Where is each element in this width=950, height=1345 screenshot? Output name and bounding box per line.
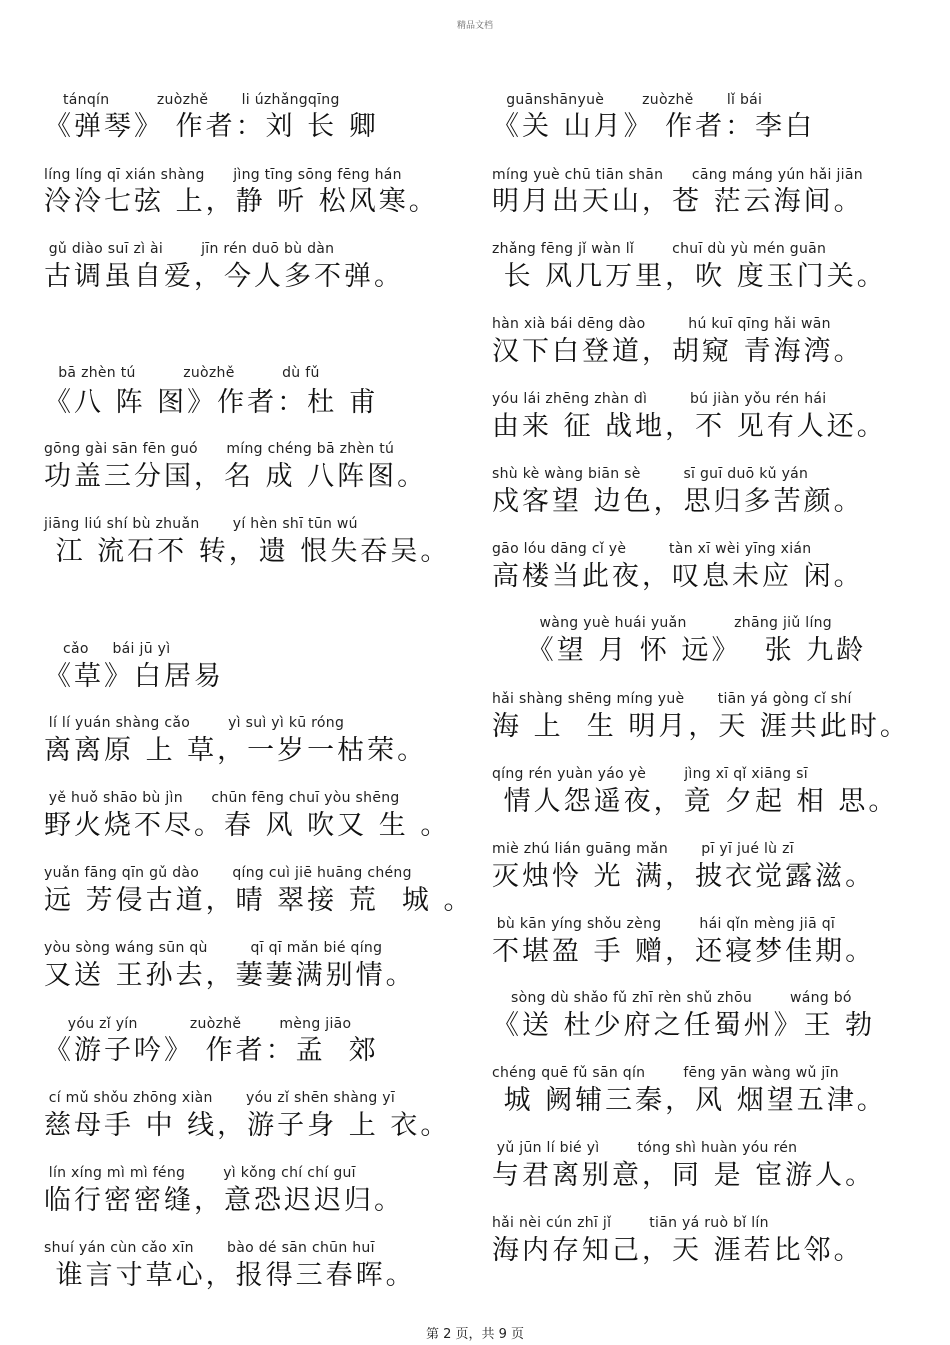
poem-line: 谁言寸草心，报得三春晖。 xyxy=(44,1260,416,1291)
poem-line: 不堪盈 手 赠，还寝梦佳期。 xyxy=(492,936,876,967)
pinyin-line: yǔ jūn lí bié yì tóng shì huàn yóu rén xyxy=(492,1140,798,1156)
pinyin-line: míng yuè chū tiān shān cāng máng yún hǎi jiān xyxy=(492,167,863,183)
poem-title: 《草》白居易 xyxy=(44,661,224,692)
poem-line: 高楼当此夜，叹息未应 闲。 xyxy=(492,561,864,592)
poem-line: 临行密密缝，意恐迟迟归。 xyxy=(44,1185,404,1216)
poem-line: 古调虽自爱，今人多不弹。 xyxy=(44,261,404,292)
pinyin-line: chéng quē fǔ sān qín fēng yān wàng wǔ jīn xyxy=(492,1065,839,1081)
poem-line: 慈母手 中 线，游子身 上 衣。 xyxy=(44,1110,451,1141)
poem-line: 野火烧不尽。春 风 吹又 生 。 xyxy=(44,810,451,841)
poem-line: 功盖三分国，名 成 八阵图。 xyxy=(44,461,428,492)
pinyin-line: yóu zǐ yín zuòzhě mèng jiāo xyxy=(44,1016,352,1032)
pinyin-line: yuǎn fāng qīn gǔ dào qíng cuì jiē huāng chéng xyxy=(44,865,412,881)
pinyin-line: tánqín zuòzhě li úzhǎngqīng xyxy=(44,92,340,108)
poem-line: 与君离别意，同 是 宦游人。 xyxy=(492,1160,876,1191)
poem-title: 《八 阵 图》作者：杜 甫 xyxy=(44,387,379,418)
poem-title: 《弹琴》 作者：刘 长 卿 xyxy=(44,111,379,142)
poem-title: 《望 月 怀 远》 张 九龄 xyxy=(492,635,867,666)
pinyin-line: guānshānyuè zuòzhě lǐ bái xyxy=(492,92,763,108)
poem-line: 戍客望 边色，思归多苦颜。 xyxy=(492,486,864,517)
poem-line: 灭烛怜 光 满，披衣觉露滋。 xyxy=(492,861,876,892)
poem-line: 由来 征 战地，不 见有人还。 xyxy=(492,411,887,442)
pinyin-line: gǔ diào suī zì ài jīn rén duō bù dàn xyxy=(44,241,335,257)
pinyin-line: hǎi shàng shēng míng yuè tiān yá gòng cǐ shí xyxy=(492,691,852,707)
pinyin-line: hàn xià bái dēng dào hú kuī qīng hǎi wān xyxy=(492,316,831,332)
pinyin-line: yě huǒ shāo bù jìn chūn fēng chuī yòu shēng xyxy=(44,790,400,806)
pinyin-line: cǎo bái jū yì xyxy=(44,641,171,657)
pinyin-line: gāo lóu dāng cǐ yè tàn xī wèi yīng xián xyxy=(492,541,812,557)
pinyin-line: zhǎng fēng jǐ wàn lǐ chuī dù yù mén guān xyxy=(492,241,827,257)
poem-line: 离离原 上 草，一岁一枯荣。 xyxy=(44,735,428,766)
pinyin-line: lín xíng mì mì féng yì kǒng chí chí guī xyxy=(44,1165,356,1181)
page-header: 精品文档 xyxy=(456,21,493,31)
poem-title: 《送 杜少府之任蜀州》王 勃 xyxy=(492,1010,876,1041)
poem-line: 泠泠七弦 上，静 听 松风寒。 xyxy=(44,186,439,217)
poem-line: 汉下白登道，胡窥 青海湾。 xyxy=(492,336,864,367)
page-footer: 第 2 页，共 9 页 xyxy=(425,1327,525,1342)
pinyin-line: sòng dù shǎo fǔ zhī rèn shǔ zhōu wáng bó xyxy=(492,990,852,1006)
pinyin-line: líng líng qī xián shàng jìng tīng sōng fēng hán xyxy=(44,167,402,183)
pinyin-line: gōng gài sān fēn guó míng chéng bā zhèn tú xyxy=(44,441,395,457)
pinyin-line: yóu lái zhēng zhàn dì bú jiàn yǒu rén hái xyxy=(492,391,827,407)
poem-line: 情人怨遥夜，竟 夕起 相 思。 xyxy=(492,786,899,817)
poem-line: 海内存知己，天 涯若比邻。 xyxy=(492,1235,864,1266)
poem-line: 城 阙辅三秦，风 烟望五津。 xyxy=(492,1085,887,1116)
poem-line: 明月出天山，苍 茫云海间。 xyxy=(492,186,864,217)
pinyin-line: yòu sòng wáng sūn qù qī qī mǎn bié qíng xyxy=(44,940,383,956)
pinyin-line: wàng yuè huái yuǎn zhāng jiǔ líng xyxy=(492,615,832,631)
pinyin-line: bā zhèn tú zuòzhě dù fǔ xyxy=(44,365,320,381)
poem-title: 《关 山月》 作者：李白 xyxy=(492,111,816,142)
pinyin-line: cí mǔ shǒu zhōng xiàn yóu zǐ shēn shàng yī xyxy=(44,1090,396,1106)
pinyin-line: jiāng liú shí bù zhuǎn yí hèn shī tūn wú xyxy=(44,516,358,532)
pinyin-line: lí lí yuán shàng cǎo yì suì yì kū róng xyxy=(44,715,345,731)
pinyin-line: qíng rén yuàn yáo yè jìng xī qǐ xiāng sī xyxy=(492,766,808,782)
poem-line: 江 流石不 转，遗 恨失吞吴。 xyxy=(44,536,451,567)
pinyin-line: miè zhú lián guāng mǎn pī yī jué lù zī xyxy=(492,841,794,857)
poem-line: 又送 王孙去，萋萋满别情。 xyxy=(44,960,416,991)
poem-line: 远 芳侵古道，晴 翠接 荒 城 。 xyxy=(44,885,474,916)
poem-line: 海 上 生 明月，天 涯共此时。 xyxy=(492,711,910,742)
pinyin-line: shuí yán cùn cǎo xīn bào dé sān chūn huī xyxy=(44,1240,375,1256)
poem-line: 长 风几万里，吹 度玉门关。 xyxy=(492,261,887,292)
pinyin-line: shù kè wàng biān sè sī guī duō kǔ yán xyxy=(492,466,809,482)
pinyin-line: bù kān yíng shǒu zèng hái qǐn mèng jiā qī xyxy=(492,916,836,932)
poem-title: 《游子吟》 作者：孟 郊 xyxy=(44,1035,379,1066)
pinyin-line: hǎi nèi cún zhī jǐ tiān yá ruò bǐ lín xyxy=(492,1215,769,1231)
